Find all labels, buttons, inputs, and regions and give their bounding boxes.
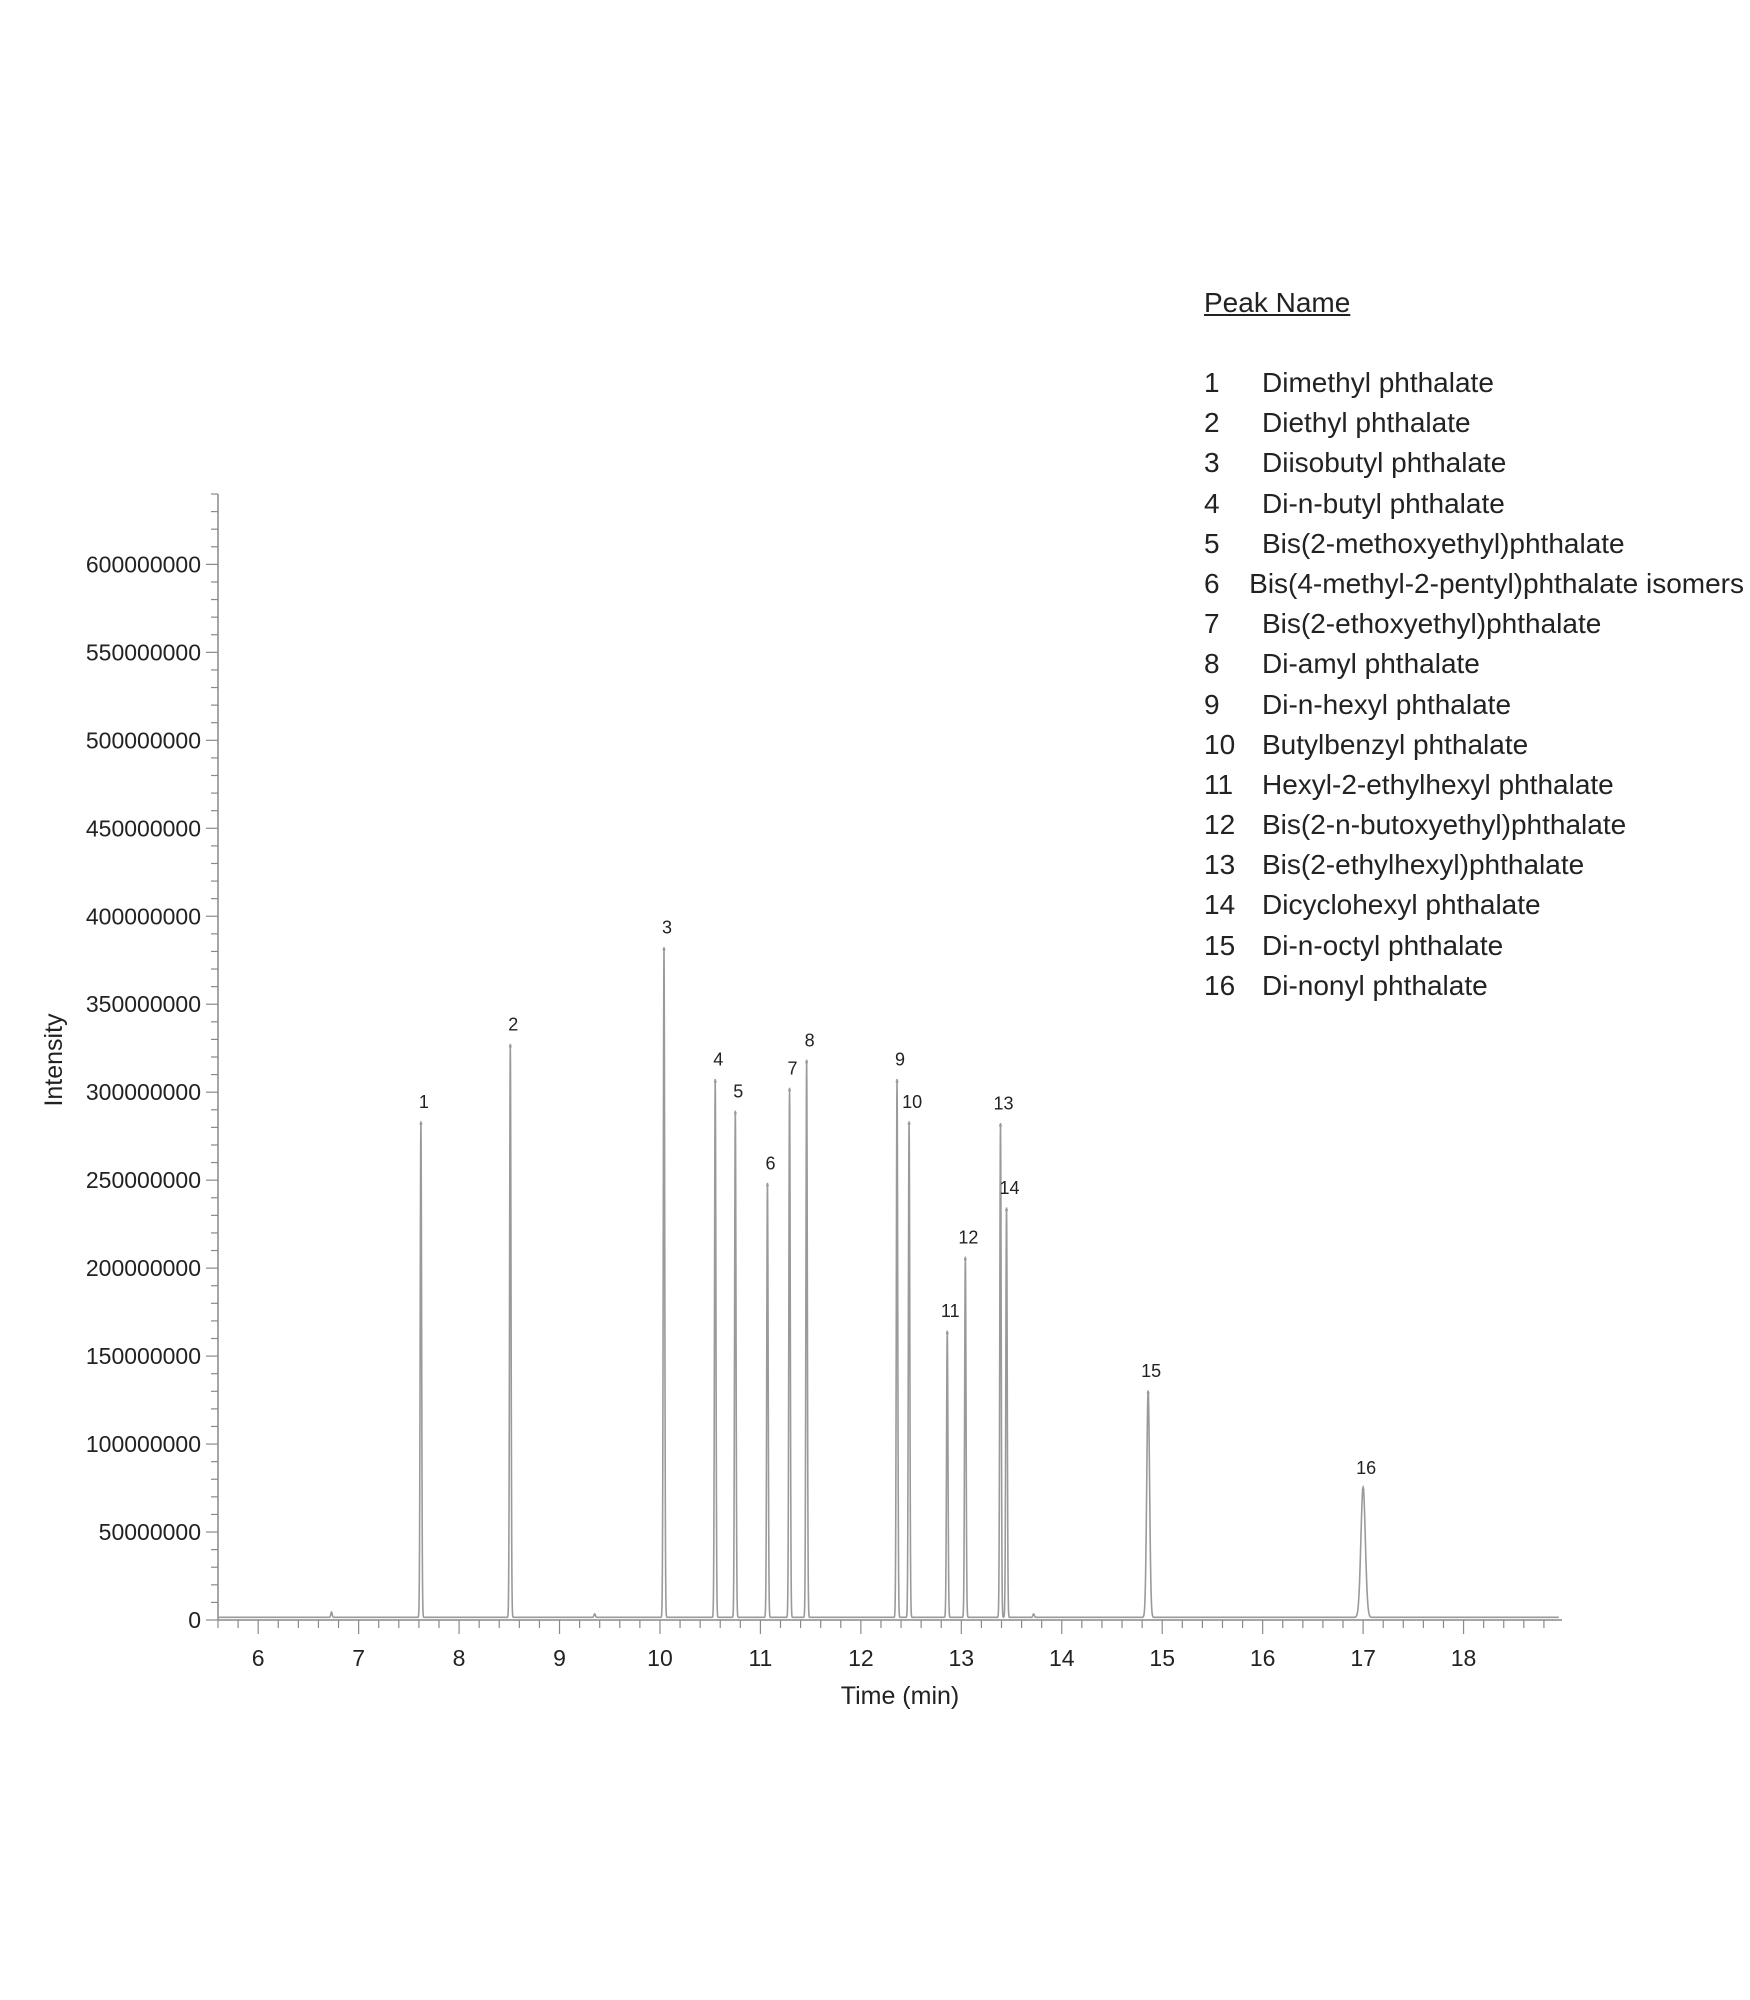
legend-item-number: 3: [1204, 447, 1220, 479]
peak-label: 15: [1141, 1361, 1162, 1382]
legend-item-name: Dicyclohexyl phthalate: [1262, 889, 1541, 921]
peak-apex: [788, 1089, 791, 1092]
x-tick-label: 12: [848, 1645, 874, 1671]
legend-item-name: Diisobutyl phthalate: [1262, 447, 1507, 479]
legend-item: [1204, 765, 1744, 805]
legend-item: [1204, 885, 1744, 925]
legend-item: [1204, 805, 1744, 845]
y-tick-label: 550000000: [85, 639, 201, 666]
legend-item-name: Diethyl phthalate: [1262, 407, 1471, 439]
y-axis-ticks: [86, 494, 218, 1633]
y-tick-label: 600000000: [85, 551, 201, 578]
legend-item: [1204, 725, 1744, 765]
legend-item: [1204, 484, 1744, 524]
legend-item: [1204, 604, 1744, 644]
peak-label: 7: [787, 1058, 798, 1079]
y-tick-label: 300000000: [85, 1079, 201, 1106]
legend-item-number: 13: [1204, 849, 1236, 881]
x-tick-label: 15: [1149, 1645, 1176, 1671]
peak-label: 10: [902, 1091, 923, 1112]
legend-item-number: 6: [1204, 567, 1220, 599]
legend-item-number: 15: [1204, 929, 1236, 961]
x-tick-label: 18: [1450, 1645, 1477, 1671]
legend-item-name: Bis(2-ethoxyethyl)phthalate: [1262, 608, 1602, 640]
peak-name-legend: [1204, 283, 1744, 1006]
peak-label: 14: [999, 1178, 1020, 1199]
peak-apex: [766, 1184, 769, 1187]
legend-item-name: Di-n-octyl phthalate: [1262, 929, 1504, 961]
peak-apex: [734, 1112, 737, 1115]
peak-label: 8: [804, 1030, 815, 1051]
peak-label: 2: [508, 1014, 519, 1035]
y-tick-label: 200000000: [85, 1255, 201, 1282]
legend-item-name: Bis(4-methyl-2-pentyl)phthalate isomers: [1249, 567, 1744, 599]
y-tick-label: 100000000: [85, 1431, 201, 1458]
x-tick-label: 17: [1350, 1645, 1376, 1671]
peak-label: 12: [958, 1227, 979, 1248]
legend-item-name: Bis(2-ethylhexyl)phthalate: [1262, 849, 1585, 881]
x-tick-label: 13: [948, 1645, 975, 1671]
peak-apex: [420, 1122, 423, 1125]
legend-item-number: 9: [1204, 688, 1220, 720]
chromatogram-trace: [218, 947, 1559, 1617]
legend-item: [1204, 524, 1744, 564]
legend-item-number: 4: [1204, 487, 1220, 519]
legend-item-number: 10: [1204, 728, 1236, 760]
x-axis-title: Time (min): [840, 1682, 960, 1710]
peak-label: 11: [940, 1301, 960, 1322]
legend-item-number: 5: [1204, 527, 1220, 559]
y-tick-label: 50000000: [98, 1519, 201, 1546]
x-tick-label: 16: [1249, 1645, 1276, 1671]
peak-apex: [509, 1045, 512, 1048]
peak-apex: [805, 1061, 808, 1064]
legend-item: [1204, 363, 1744, 403]
peak-label: 6: [765, 1153, 776, 1174]
peak-apex: [908, 1122, 911, 1125]
legend-item: [1204, 443, 1744, 483]
x-tick-label: 14: [1048, 1645, 1075, 1671]
legend-item-name: Hexyl-2-ethylhexyl phthalate: [1262, 768, 1614, 800]
y-tick-label: 500000000: [85, 727, 201, 754]
peak-apex: [714, 1080, 717, 1083]
legend-item: [1204, 685, 1744, 725]
x-tick-label: 6: [251, 1645, 265, 1671]
legend-item-name: Di-nonyl phthalate: [1262, 969, 1488, 1001]
y-tick-label: 450000000: [85, 815, 201, 842]
legend-item-name: Bis(2-methoxyethyl)phthalate: [1262, 527, 1625, 559]
legend-item: [1204, 644, 1744, 684]
peak-apex: [999, 1124, 1002, 1127]
peak-label: 1: [418, 1091, 429, 1112]
y-axis-title: Intensity: [40, 1013, 68, 1107]
legend-item-number: 7: [1204, 608, 1220, 640]
x-tick-label: 10: [647, 1645, 673, 1671]
peak-label: 4: [713, 1049, 724, 1070]
legend-item-number: 12: [1204, 809, 1236, 841]
x-tick-label: 7: [352, 1645, 366, 1671]
legend-item-name: Butylbenzyl phthalate: [1262, 728, 1529, 760]
y-tick-label: 400000000: [85, 903, 201, 930]
legend-item-name: Di-amyl phthalate: [1262, 648, 1480, 680]
legend-item-number: 11: [1204, 768, 1234, 800]
legend-list: [1204, 363, 1744, 1006]
legend-item-name: Di-n-hexyl phthalate: [1262, 688, 1512, 720]
peak-apex: [1362, 1488, 1365, 1491]
legend-title: Peak Name: [1204, 287, 1351, 318]
legend-item: [1204, 966, 1744, 1006]
y-tick-label: 250000000: [85, 1167, 201, 1194]
peak-apex: [946, 1332, 949, 1335]
legend-item-number: 8: [1204, 648, 1220, 680]
peak-apex: [1147, 1392, 1150, 1395]
peak-apex: [663, 948, 666, 951]
x-axis-ticks: [218, 1620, 1544, 1671]
legend-item-number: 2: [1204, 407, 1220, 439]
legend-item: [1204, 845, 1744, 885]
peak-label: 13: [993, 1093, 1014, 1114]
peak-apex: [1005, 1209, 1008, 1212]
y-tick-label: 0: [188, 1607, 201, 1633]
legend-item: [1204, 926, 1744, 966]
legend-item: [1204, 564, 1744, 604]
peak-apex: [896, 1080, 899, 1083]
legend-item-number: 1: [1204, 367, 1220, 398]
y-tick-label: 150000000: [85, 1343, 201, 1370]
legend-item-name: Di-n-butyl phthalate: [1262, 487, 1505, 519]
x-tick-label: 11: [748, 1645, 773, 1671]
peak-label: 16: [1356, 1457, 1377, 1478]
peak-label: 5: [733, 1081, 744, 1102]
x-tick-label: 9: [553, 1645, 566, 1671]
legend-item-number: 16: [1204, 969, 1236, 1001]
legend-item-name: Bis(2-n-butoxyethyl)phthalate: [1262, 809, 1627, 841]
peak-label: 9: [895, 1049, 906, 1070]
peak-label: 3: [661, 917, 672, 938]
legend-item-number: 14: [1204, 889, 1236, 921]
legend-item: [1204, 403, 1744, 443]
peak-apex: [964, 1258, 967, 1261]
x-tick-label: 8: [452, 1645, 466, 1671]
y-tick-label: 350000000: [85, 991, 201, 1018]
legend-item-name: Dimethyl phthalate: [1262, 367, 1494, 398]
